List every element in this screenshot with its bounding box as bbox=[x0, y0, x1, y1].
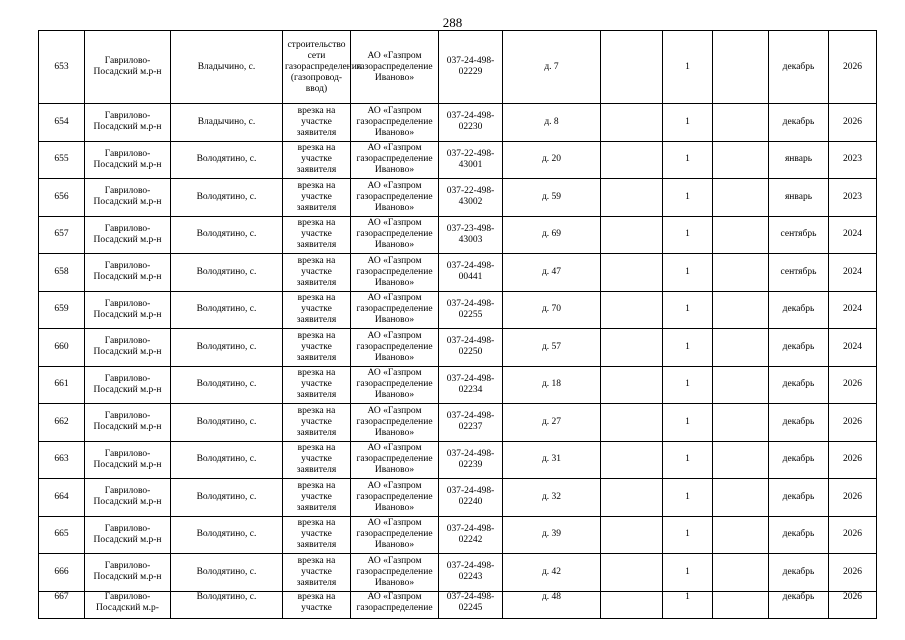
month-cell: декабрь bbox=[769, 516, 829, 554]
district-cell: Гаврилово-Посадский м.р-н bbox=[85, 141, 171, 179]
empty-cell bbox=[713, 216, 769, 254]
row-number-cell: 661 bbox=[39, 366, 85, 404]
year-cell: 2026 bbox=[829, 554, 877, 592]
application-code-cell: 037-22-498-43002 bbox=[439, 179, 503, 217]
table-row bbox=[39, 366, 877, 404]
settlement-cell: Володятино, с. bbox=[171, 479, 283, 517]
empty-cell bbox=[713, 591, 769, 618]
row-number-cell: 665 bbox=[39, 516, 85, 554]
house-number-cell: д. 59 bbox=[503, 179, 601, 217]
settlement-cell: Владычино, с. bbox=[171, 31, 283, 104]
district-cell: Гаврилово-Посадский м.р-н bbox=[85, 104, 171, 142]
empty-cell bbox=[713, 329, 769, 367]
house-number-cell: д. 20 bbox=[503, 141, 601, 179]
application-code-cell: 037-24-498-02239 bbox=[439, 441, 503, 479]
application-code-cell: 037-23-498-43003 bbox=[439, 216, 503, 254]
organization-cell: АО «Газпром газораспределение Иваново» bbox=[351, 441, 439, 479]
house-number-cell: д. 57 bbox=[503, 329, 601, 367]
district-cell: Гаврилово-Посадский м.р-н bbox=[85, 254, 171, 292]
table-row bbox=[39, 216, 877, 254]
organization-cell: АО «Газпром газораспределение Иваново» bbox=[351, 216, 439, 254]
district-cell: Гаврилово-Посадский м.р-н bbox=[85, 366, 171, 404]
district-cell: Гаврилово-Посадский м.р-н bbox=[85, 554, 171, 592]
application-code-cell: 037-24-498-02242 bbox=[439, 516, 503, 554]
empty-cell bbox=[713, 516, 769, 554]
month-cell: декабрь bbox=[769, 479, 829, 517]
table-body bbox=[39, 31, 877, 619]
table-row bbox=[39, 31, 877, 104]
organization-cell: АО «Газпром газораспределение Иваново» bbox=[351, 404, 439, 442]
application-code-cell: 037-24-498-02255 bbox=[439, 291, 503, 329]
row-number-cell: 666 bbox=[39, 554, 85, 592]
table-row bbox=[39, 441, 877, 479]
work-type-cell: врезка на участке заявителя bbox=[283, 441, 351, 479]
table-row bbox=[39, 329, 877, 367]
year-cell: 2026 bbox=[829, 441, 877, 479]
count-cell: 1 bbox=[663, 179, 713, 217]
year-cell: 2024 bbox=[829, 254, 877, 292]
empty-cell bbox=[601, 516, 663, 554]
settlement-cell: Володятино, с. bbox=[171, 366, 283, 404]
table-row bbox=[39, 179, 877, 217]
month-cell: январь bbox=[769, 179, 829, 217]
table-row bbox=[39, 404, 877, 442]
empty-cell bbox=[713, 141, 769, 179]
settlement-cell: Володятино, с. bbox=[171, 329, 283, 367]
empty-cell bbox=[713, 479, 769, 517]
year-cell: 2026 bbox=[829, 104, 877, 142]
table-row bbox=[39, 554, 877, 592]
empty-cell bbox=[713, 441, 769, 479]
application-code-cell: 037-24-498-02243 bbox=[439, 554, 503, 592]
count-cell: 1 bbox=[663, 404, 713, 442]
district-cell: Гаврилово-Посадский м.р-н bbox=[85, 516, 171, 554]
settlement-cell: Владычино, с. bbox=[171, 104, 283, 142]
registry-table bbox=[38, 30, 877, 619]
work-type-cell: врезка на участке заявителя bbox=[283, 516, 351, 554]
settlement-cell: Володятино, с. bbox=[171, 291, 283, 329]
month-cell: декабрь bbox=[769, 366, 829, 404]
empty-cell bbox=[713, 366, 769, 404]
settlement-cell: Володятино, с. bbox=[171, 591, 283, 618]
settlement-cell: Володятино, с. bbox=[171, 179, 283, 217]
empty-cell bbox=[601, 291, 663, 329]
table-row bbox=[39, 254, 877, 292]
empty-cell bbox=[713, 104, 769, 142]
organization-cell: АО «Газпром газораспределение Иваново» bbox=[351, 366, 439, 404]
work-type-cell: врезка на участке заявителя bbox=[283, 216, 351, 254]
empty-cell bbox=[601, 329, 663, 367]
district-cell: Гаврилово-Посадский м.р-н bbox=[85, 441, 171, 479]
month-cell: декабрь bbox=[769, 31, 829, 104]
count-cell: 1 bbox=[663, 254, 713, 292]
empty-cell bbox=[601, 591, 663, 618]
year-cell: 2026 bbox=[829, 366, 877, 404]
row-number-cell: 662 bbox=[39, 404, 85, 442]
work-type-cell: врезка на участке заявителя bbox=[283, 404, 351, 442]
count-cell: 1 bbox=[663, 141, 713, 179]
empty-cell bbox=[713, 254, 769, 292]
table-row bbox=[39, 104, 877, 142]
organization-cell: АО «Газпром газораспределение Иваново» bbox=[351, 479, 439, 517]
empty-cell bbox=[601, 31, 663, 104]
work-type-cell: врезка на участке заявителя bbox=[283, 254, 351, 292]
month-cell: январь bbox=[769, 141, 829, 179]
table-row bbox=[39, 291, 877, 329]
year-cell: 2023 bbox=[829, 179, 877, 217]
house-number-cell: д. 47 bbox=[503, 254, 601, 292]
count-cell: 1 bbox=[663, 366, 713, 404]
year-cell: 2026 bbox=[829, 479, 877, 517]
work-type-cell: врезка на участке заявителя bbox=[283, 291, 351, 329]
work-type-cell: врезка на участке bbox=[283, 591, 351, 618]
empty-cell bbox=[601, 479, 663, 517]
application-code-cell: 037-24-498-02229 bbox=[439, 31, 503, 104]
count-cell: 1 bbox=[663, 104, 713, 142]
year-cell: 2024 bbox=[829, 329, 877, 367]
count-cell: 1 bbox=[663, 591, 713, 618]
application-code-cell: 037-24-498-02250 bbox=[439, 329, 503, 367]
count-cell: 1 bbox=[663, 479, 713, 517]
district-cell: Гаврилово-Посадский м.р-н bbox=[85, 479, 171, 517]
month-cell: декабрь bbox=[769, 104, 829, 142]
month-cell: декабрь bbox=[769, 329, 829, 367]
organization-cell: АО «Газпром газораспределение Иваново» bbox=[351, 254, 439, 292]
district-cell: Гаврилово-Посадский м.р- bbox=[85, 591, 171, 618]
page-number: 288 bbox=[442, 15, 463, 30]
application-code-cell: 037-24-498-02240 bbox=[439, 479, 503, 517]
count-cell: 1 bbox=[663, 216, 713, 254]
application-code-cell: 037-24-498-00441 bbox=[439, 254, 503, 292]
district-cell: Гаврилово-Посадский м.р-н bbox=[85, 31, 171, 104]
table-row bbox=[39, 516, 877, 554]
settlement-cell: Володятино, с. bbox=[171, 216, 283, 254]
organization-cell: АО «Газпром газораспределение Иваново» bbox=[351, 329, 439, 367]
month-cell: декабрь bbox=[769, 441, 829, 479]
work-type-cell: врезка на участке заявителя bbox=[283, 366, 351, 404]
house-number-cell: д. 48 bbox=[503, 591, 601, 618]
application-code-cell: 037-22-498-43001 bbox=[439, 141, 503, 179]
district-cell: Гаврилово-Посадский м.р-н bbox=[85, 216, 171, 254]
year-cell: 2024 bbox=[829, 291, 877, 329]
house-number-cell: д. 7 bbox=[503, 31, 601, 104]
year-cell: 2026 bbox=[829, 31, 877, 104]
year-cell: 2026 bbox=[829, 404, 877, 442]
house-number-cell: д. 69 bbox=[503, 216, 601, 254]
house-number-cell: д. 31 bbox=[503, 441, 601, 479]
row-number-cell: 658 bbox=[39, 254, 85, 292]
house-number-cell: д. 39 bbox=[503, 516, 601, 554]
empty-cell bbox=[601, 366, 663, 404]
row-number-cell: 663 bbox=[39, 441, 85, 479]
application-code-cell: 037-24-498-02245 bbox=[439, 591, 503, 618]
empty-cell bbox=[601, 441, 663, 479]
work-type-cell: врезка на участке заявителя bbox=[283, 329, 351, 367]
row-number-cell: 655 bbox=[39, 141, 85, 179]
month-cell: сентябрь bbox=[769, 216, 829, 254]
row-number-cell: 654 bbox=[39, 104, 85, 142]
month-cell: декабрь bbox=[769, 554, 829, 592]
count-cell: 1 bbox=[663, 516, 713, 554]
work-type-cell: врезка на участке заявителя bbox=[283, 479, 351, 517]
empty-cell bbox=[713, 291, 769, 329]
row-number-cell: 656 bbox=[39, 179, 85, 217]
row-number-cell: 667 bbox=[39, 591, 85, 618]
year-cell: 2026 bbox=[829, 516, 877, 554]
organization-cell: АО «Газпром газораспределение Иваново» bbox=[351, 31, 439, 104]
empty-cell bbox=[601, 216, 663, 254]
organization-cell: АО «Газпром газораспределение Иваново» bbox=[351, 291, 439, 329]
application-code-cell: 037-24-498-02230 bbox=[439, 104, 503, 142]
settlement-cell: Володятино, с. bbox=[171, 441, 283, 479]
year-cell: 2023 bbox=[829, 141, 877, 179]
work-type-cell: строительство сети газораспределения (газопровод-ввод) bbox=[283, 31, 351, 104]
work-type-cell: врезка на участке заявителя bbox=[283, 104, 351, 142]
organization-cell: АО «Газпром газораспределение Иваново» bbox=[351, 141, 439, 179]
month-cell: декабрь bbox=[769, 591, 829, 618]
settlement-cell: Володятино, с. bbox=[171, 516, 283, 554]
row-number-cell: 664 bbox=[39, 479, 85, 517]
empty-cell bbox=[713, 554, 769, 592]
work-type-cell: врезка на участке заявителя bbox=[283, 179, 351, 217]
organization-cell: АО «Газпром газораспределение Иваново» bbox=[351, 104, 439, 142]
month-cell: декабрь bbox=[769, 291, 829, 329]
house-number-cell: д. 42 bbox=[503, 554, 601, 592]
district-cell: Гаврилово-Посадский м.р-н bbox=[85, 291, 171, 329]
row-number-cell: 653 bbox=[39, 31, 85, 104]
year-cell: 2024 bbox=[829, 216, 877, 254]
organization-cell: АО «Газпром газораспределение Иваново» bbox=[351, 179, 439, 217]
empty-cell bbox=[601, 104, 663, 142]
organization-cell: АО «Газпром газораспределение Иваново» bbox=[351, 516, 439, 554]
settlement-cell: Володятино, с. bbox=[171, 254, 283, 292]
application-code-cell: 037-24-498-02237 bbox=[439, 404, 503, 442]
row-number-cell: 659 bbox=[39, 291, 85, 329]
year-cell: 2026 bbox=[829, 591, 877, 618]
count-cell: 1 bbox=[663, 291, 713, 329]
empty-cell bbox=[601, 179, 663, 217]
row-number-cell: 660 bbox=[39, 329, 85, 367]
district-cell: Гаврилово-Посадский м.р-н bbox=[85, 329, 171, 367]
empty-cell bbox=[713, 404, 769, 442]
settlement-cell: Володятино, с. bbox=[171, 404, 283, 442]
count-cell: 1 bbox=[663, 31, 713, 104]
month-cell: сентябрь bbox=[769, 254, 829, 292]
application-code-cell: 037-24-498-02234 bbox=[439, 366, 503, 404]
district-cell: Гаврилово-Посадский м.р-н bbox=[85, 404, 171, 442]
work-type-cell: врезка на участке заявителя bbox=[283, 141, 351, 179]
organization-cell: АО «Газпром газораспределение bbox=[351, 591, 439, 618]
house-number-cell: д. 8 bbox=[503, 104, 601, 142]
empty-cell bbox=[601, 141, 663, 179]
empty-cell bbox=[601, 404, 663, 442]
empty-cell bbox=[713, 31, 769, 104]
district-cell: Гаврилово-Посадский м.р-н bbox=[85, 179, 171, 217]
house-number-cell: д. 70 bbox=[503, 291, 601, 329]
empty-cell bbox=[601, 554, 663, 592]
count-cell: 1 bbox=[663, 329, 713, 367]
settlement-cell: Володятино, с. bbox=[171, 141, 283, 179]
empty-cell bbox=[713, 179, 769, 217]
organization-cell: АО «Газпром газораспределение Иваново» bbox=[351, 554, 439, 592]
house-number-cell: д. 32 bbox=[503, 479, 601, 517]
table-row bbox=[39, 479, 877, 517]
table-row bbox=[39, 591, 877, 618]
settlement-cell: Володятино, с. bbox=[171, 554, 283, 592]
work-type-cell: врезка на участке заявителя bbox=[283, 554, 351, 592]
house-number-cell: д. 27 bbox=[503, 404, 601, 442]
row-number-cell: 657 bbox=[39, 216, 85, 254]
house-number-cell: д. 18 bbox=[503, 366, 601, 404]
month-cell: декабрь bbox=[769, 404, 829, 442]
table-row bbox=[39, 141, 877, 179]
empty-cell bbox=[601, 254, 663, 292]
count-cell: 1 bbox=[663, 441, 713, 479]
count-cell: 1 bbox=[663, 554, 713, 592]
